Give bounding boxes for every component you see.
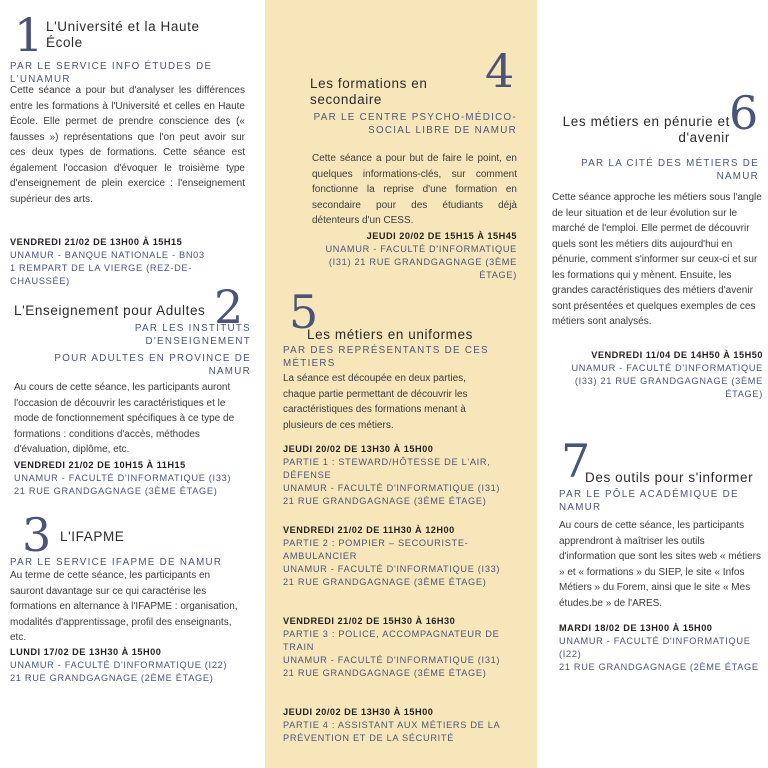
- event: [305, 230, 517, 282]
- event-address: 21 RUE GRANDGAGNAGE (2ÈME ÉTAGE): [10, 673, 214, 683]
- event-place: UNAMUR - BANQUE NATIONALE - BN03: [10, 250, 205, 260]
- section-number: 3: [22, 508, 52, 562]
- section-number: 1: [14, 8, 44, 62]
- section-description: La séance est découpée en deux parties, chaque partie permettant de découvrir les caractéristiques des formations menant à plusieurs de ces métiers.: [283, 373, 468, 431]
- event-address: 1 REMPART DE LA VIERGE (REZ-DE-CHAUSSÉE): [10, 263, 193, 286]
- event-place: UNAMUR - FACULTÉ D'INFORMATIQUE: [325, 244, 517, 254]
- section-3: [0, 508, 265, 698]
- section-organizer: PAR DES REPRÉSENTANTS DE CES MÉTIERS: [283, 345, 489, 369]
- section-6: [537, 0, 768, 420]
- section-description: Cette séance a pour but de faire le point, en quelques informations-clés, sur comment fonctionne la reprise d'une formation en secondaire pour des étudiants déjà détenteurs d'un CESS.: [312, 153, 517, 226]
- event-date: VENDREDI 11/04 DE 14H50 À 15H50: [591, 350, 763, 360]
- section-title: Des outils pour s'informer: [585, 470, 754, 485]
- event-part: PARTIE 4 : ASSISTANT AUX MÉTIERS DE LA PRÉVENTION ET DE LA SÉCURITÉ: [283, 720, 500, 743]
- event-address: (I31) 21 RUE GRANDGAGNAGE (3ÈME ÉTAGE): [328, 257, 517, 280]
- section-description: Cette séance a pour but d'analyser les différences entre les formations à l'Université et celles en Haute École. Elle permet de prendre conscience des (« fausses ») représentations que l'on peut avoir sur ces deux types de formations. Cette séance est également l'occasion d'évoquer le troisième type d'enseignement de plein exercice : l'enseignement supérieur des arts.: [10, 85, 245, 205]
- section-4: [265, 0, 537, 285]
- event-date: MARDI 18/02 DE 13H00 À 15H00: [559, 623, 713, 633]
- section-number: 7: [561, 434, 591, 488]
- section-title: L'IFAPME: [60, 529, 125, 544]
- section-organizer: PAR LES INSTITUTS D'ENSEIGNEMENT: [134, 323, 251, 347]
- event-place: UNAMUR - FACULTÉ D'INFORMATIQUE: [571, 363, 763, 373]
- event-address: 21 RUE GRANDGAGNAGE (3ÈME ÉTAGE): [283, 577, 487, 587]
- event: [549, 349, 763, 401]
- event-place: UNAMUR - FACULTÉ D'INFORMATIQUE (I31): [283, 655, 501, 665]
- event: [10, 646, 255, 685]
- section-organizer: PAR LE SERVICE INFO ÉTUDES DE L'UNAMUR: [10, 61, 213, 85]
- section-number: 6: [729, 86, 759, 140]
- section-description: Au cours de cette séance, les participants apprendront à maîtriser les outils d'information que sont les sites web « métiers » et « formations » du SIEP, le site « Infos Métiers » du Forem, ainsi que le site « Mes études.be » de l'ARES.: [559, 520, 762, 609]
- section-organizer: POUR ADULTES EN PROVINCE DE NAMUR: [54, 353, 251, 377]
- event-address: 21 RUE GRANDGAGNAGE (3ÈME ÉTAGE): [14, 486, 218, 496]
- section-title: Les métiers en uniformes: [307, 327, 473, 342]
- section-organizer: PAR LE SERVICE IFAPME DE NAMUR: [10, 557, 223, 568]
- event-place: UNAMUR - FACULTÉ D'INFORMATIQUE (I33): [283, 564, 501, 574]
- section-2: [0, 282, 265, 502]
- event: [283, 706, 523, 745]
- event-part: PARTIE 3 : POLICE, ACCOMPAGNATEUR DE TRAIN: [283, 629, 500, 652]
- event-address: 21 RUE GRANDGAGNAGE (3ÈME ÉTAGE): [283, 668, 487, 678]
- event-place: UNAMUR - FACULTÉ D'INFORMATIQUE (I22): [10, 660, 228, 670]
- event-date: VENDREDI 21/02 DE 11H30 À 12H00: [283, 525, 455, 535]
- event-place: UNAMUR - FACULTÉ D'INFORMATIQUE (I33): [14, 473, 232, 483]
- section-number: 4: [485, 44, 515, 98]
- event: [559, 622, 768, 674]
- event-place: UNAMUR - FACULTÉ D'INFORMATIQUE (I31): [283, 483, 501, 493]
- event: [283, 615, 523, 680]
- column-right: [537, 0, 768, 768]
- column-left: [0, 0, 265, 768]
- section-1: [0, 0, 265, 295]
- section-organizer: PAR LE CENTRE PSYCHO-MÉDICO-SOCIAL LIBRE DE NAMUR: [313, 112, 517, 136]
- event-address: (I33) 21 RUE GRANDGAGNAGE (3ÈME ÉTAGE): [574, 376, 763, 399]
- event: [14, 459, 254, 498]
- event-date: VENDREDI 21/02 DE 13H00 À 15H15: [10, 237, 183, 247]
- section-organizer: PAR LE PÔLE ACADÉMIQUE DE NAMUR: [559, 489, 739, 513]
- section-title: Les formations en secondaire: [310, 76, 428, 107]
- section-title: L'Enseignement pour Adultes: [14, 303, 206, 318]
- section-7: [537, 430, 768, 768]
- event-part: PARTIE 2 : POMPIER – SECOURISTE-AMBULANCIER: [283, 538, 469, 561]
- event-date: LUNDI 17/02 DE 13H30 À 15H00: [10, 647, 162, 657]
- section-title: L'Université et la Haute École: [46, 19, 200, 50]
- event: [283, 443, 523, 508]
- section-title: Les métiers en pénurie et d'avenir: [562, 114, 730, 145]
- event-address: 21 RUE GRANDGAGNAGE (2ÈME ÉTAGE: [559, 662, 759, 672]
- event-date: VENDREDI 21/02 DE 15H30 À 16H30: [283, 616, 456, 626]
- event-date: JEUDI 20/02 DE 15H15 À 15H45: [366, 231, 517, 241]
- event-date: JEUDI 20/02 DE 13H30 À 15H00: [283, 444, 434, 454]
- event-address: 21 RUE GRANDGAGNAGE (3ÈME ÉTAGE): [283, 496, 487, 506]
- event: [283, 524, 523, 589]
- section-number: 5: [289, 285, 319, 339]
- section-description: Au terme de cette séance, les participants en sauront davantage sur ce qui caractérise les formations en alternance à l'IFAPME : organisation, modalités d'apprentissage, profil des enseignants, etc.: [10, 570, 238, 643]
- section-description: Au cours de cette séance, les participants auront l'occasion de découvrir les caractéristiques et le mode de fonctionnement spécifiques à ce type de formations : conditions d'accès, méthodes d'évaluation, diplôme, etc.: [14, 382, 235, 455]
- section-number: 2: [214, 280, 244, 334]
- event-part: PARTIE 1 : STEWARD/HÔTESSE DE L'AIR, DÉFENSE: [283, 457, 491, 480]
- section-description: Cette séance approche les métiers sous l'angle de leur situation et de leur évolution sur le marché de l'emploi. Elle permet de découvrir quels sont les métiers dits aujourd'hui en pénurie, comment s'informer sur ceux-ci et sur les formations qui y mènent. Ensuite, les grandes caractéristiques des métiers d'avenir sont présentées et quelques exemples de ces métiers sont analysés.: [552, 192, 762, 327]
- event-date: JEUDI 20/02 DE 13H30 À 15H00: [283, 707, 434, 717]
- column-middle: [265, 0, 537, 768]
- section-organizer: PAR LA CITÉ DES MÉTIERS DE NAMUR: [581, 158, 759, 182]
- event-date: VENDREDI 21/02 DE 10H15 À 11H15: [14, 460, 186, 470]
- section-5: [265, 285, 537, 768]
- event-place: UNAMUR - FACULTÉ D'INFORMATIQUE (I22): [559, 636, 751, 659]
